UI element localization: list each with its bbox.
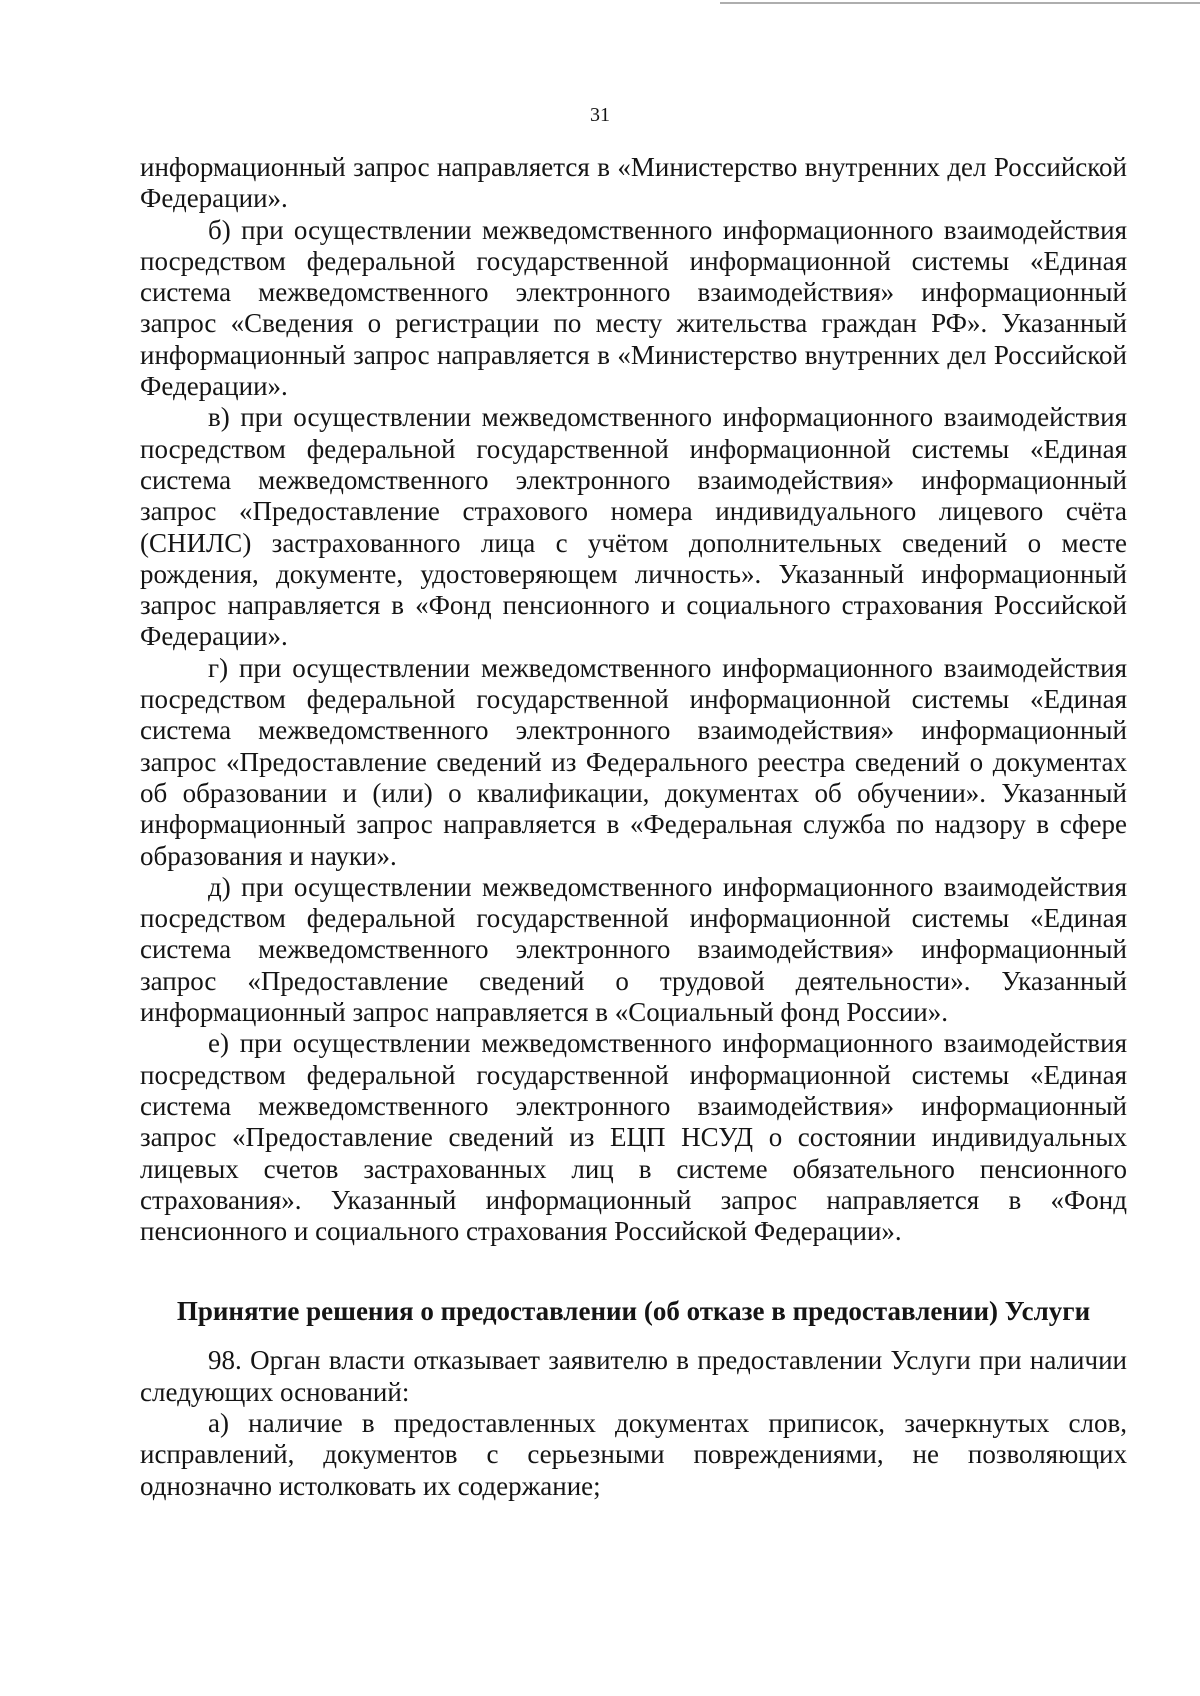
paragraph-item-d: д) при осуществлении межведомственного информационного взаимодействия посредством федеральной государственной информационной системы «Единая система межведомственного электронного взаимодействия» информационный запрос «Предоставление сведений о трудовой деятельности». Указанный информационный запрос направляется в «Социальный фонд России». <box>140 871 1127 1028</box>
section-heading: Принятие решения о предоставлении (об отказе в предоставлении) Услуги <box>176 1296 1091 1327</box>
paragraph-item-b: б) при осуществлении межведомственного информационного взаимодействия посредством федеральной государственной информационной системы «Единая система межведомственного электронного взаимодействия» информационный запрос «Сведения о регистрации по месту жительства граждан РФ». Указанный информационный запрос направляется в «Министерство внутренних дел Российской Федерации». <box>140 214 1127 402</box>
paragraph-continuation: информационный запрос направляется в «Министерство внутренних дел Российской Федерации». <box>140 152 1127 214</box>
page-number: 31 <box>590 104 610 126</box>
scan-edge-line <box>720 2 1200 4</box>
document-body <box>140 152 1127 1502</box>
paragraph-item-v: в) при осуществлении межведомственного информационного взаимодействия посредством федеральной государственной информационной системы «Единая система межведомственного электронного взаимодействия» информационный запрос «Предоставление страхового номера индивидуального лицевого счёта (СНИЛС) застрахованного лица с учётом дополнительных сведений о месте рождения, документе, удостоверяющем личность». Указанный информационный запрос направляется в «Фонд пенсионного и социального страхования Российской Федерации». <box>140 402 1127 652</box>
paragraph-clause-98: 98. Орган власти отказывает заявителю в предоставлении Услуги при наличии следующих оснований: <box>140 1345 1127 1407</box>
paragraph-item-e: е) при осуществлении межведомственного информационного взаимодействия посредством федеральной государственной информационной системы «Единая система межведомственного электронного взаимодействия» информационный запрос «Предоставление сведений из ЕЦП НСУД о состоянии индивидуальных лицевых счетов застрахованных лиц в системе обязательного пенсионного страхования». Указанный информационный запрос направляется в «Фонд пенсионного и социального страхования Российской Федерации». <box>140 1028 1127 1247</box>
paragraph-clause-98-item-a: а) наличие в предоставленных документах приписок, зачеркнутых слов, исправлений, документов с серьезными повреждениями, не позволяющих однозначно истолковать их содержание; <box>140 1407 1127 1501</box>
paragraph-item-g: г) при осуществлении межведомственного информационного взаимодействия посредством федеральной государственной информационной системы «Единая система межведомственного электронного взаимодействия» информационный запрос «Предоставление сведений из Федерального реестра сведений о документах об образовании и (или) о квалификации, документах об обучении». Указанный информационный запрос направляется в «Федеральная служба по надзору в сфере образования и науки». <box>140 652 1127 871</box>
